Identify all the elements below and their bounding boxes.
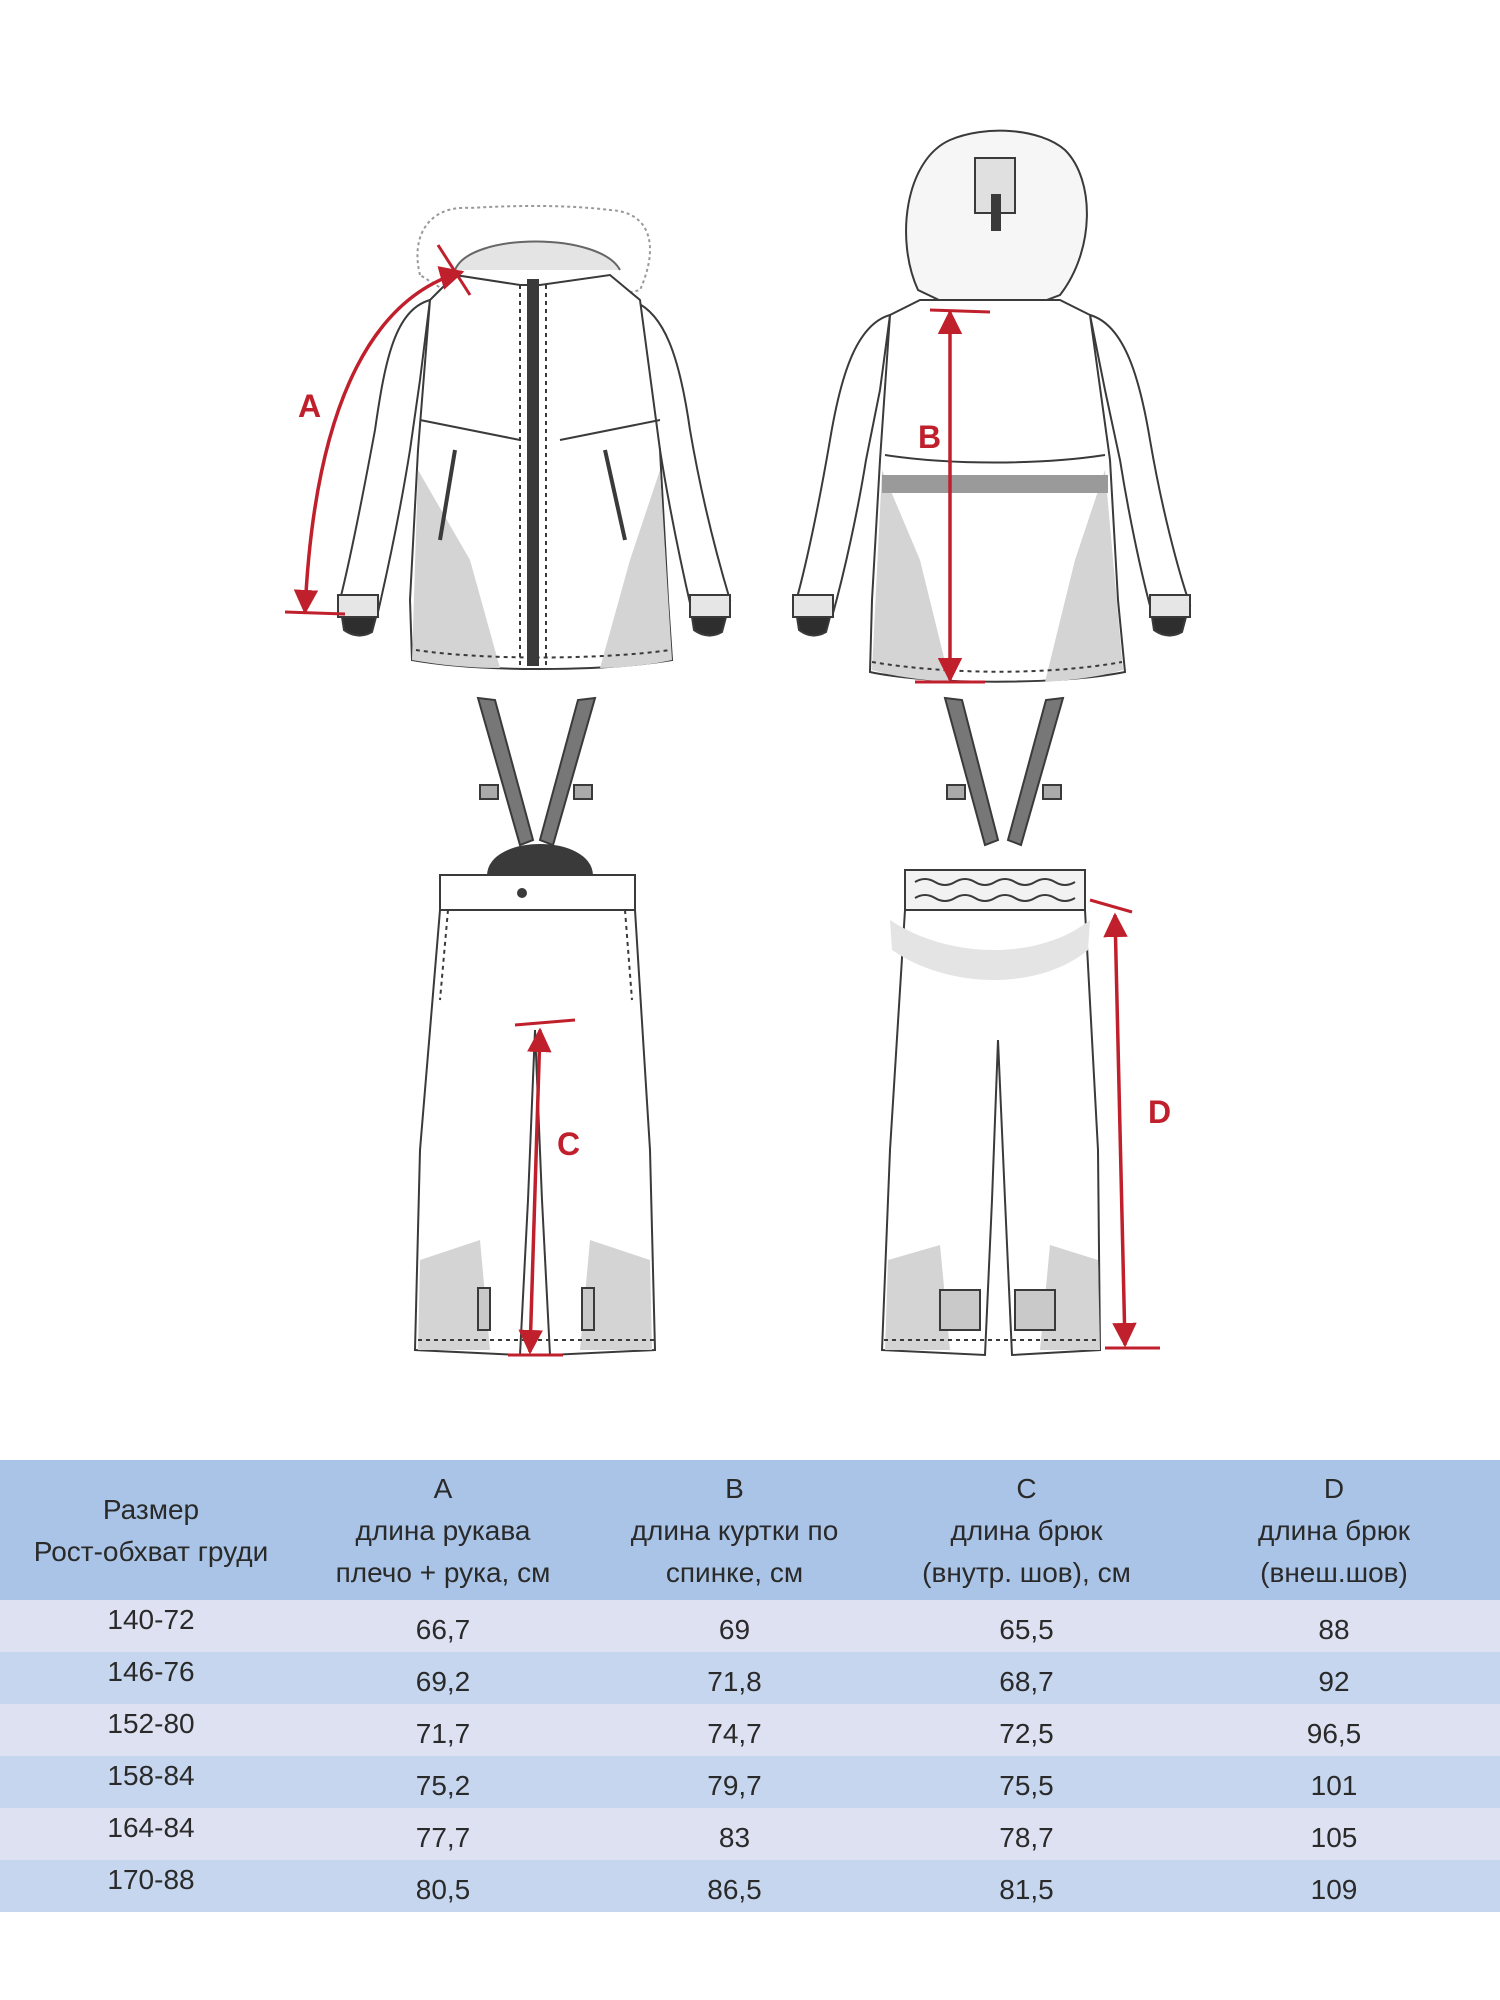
header-d-letter: D	[1323, 1473, 1345, 1504]
pants-front	[415, 698, 655, 1355]
cell-d: 92	[1168, 1652, 1500, 1704]
header-a-line3: плечо + рука, см	[335, 1557, 551, 1588]
header-c-line2: длина брюк	[950, 1515, 1103, 1546]
cell-c: 75,5	[885, 1756, 1168, 1808]
header-d-line2: длина брюк	[1258, 1515, 1410, 1546]
cell-b: 79,7	[584, 1756, 885, 1808]
header-b-line2: длина куртки по	[630, 1515, 839, 1546]
cell-a: 69,2	[302, 1652, 584, 1704]
cell-b: 69	[584, 1600, 885, 1652]
cell-a: 71,7	[302, 1704, 584, 1756]
header-b-letter: B	[725, 1473, 744, 1504]
header-d-line3: (внеш.шов)	[1260, 1557, 1408, 1588]
cell-size: 170-88	[0, 1860, 302, 1912]
jacket-front	[338, 206, 730, 669]
header-size-line2: Рост-обхват груди	[33, 1536, 269, 1567]
cell-size: 146-76	[0, 1652, 302, 1704]
label-a: A	[298, 388, 322, 424]
cell-d: 101	[1168, 1756, 1500, 1808]
table-row	[0, 1756, 1500, 1808]
measurement-d	[1090, 900, 1171, 1348]
header-a-line2: длина рукава	[355, 1515, 531, 1546]
table-row	[0, 1652, 1500, 1704]
cell-b: 71,8	[584, 1652, 885, 1704]
header-size-line1: Размер	[102, 1494, 200, 1525]
cell-b: 86,5	[584, 1860, 885, 1912]
label-b: B	[918, 419, 942, 455]
cell-b: 74,7	[584, 1704, 885, 1756]
label-c: C	[557, 1126, 581, 1162]
pants-front-waistband	[440, 875, 635, 910]
cell-size: 158-84	[0, 1756, 302, 1808]
cell-d: 109	[1168, 1860, 1500, 1912]
header-size	[0, 1460, 302, 1600]
cell-c: 72,5	[885, 1704, 1168, 1756]
header-d	[1168, 1460, 1500, 1600]
size-table	[0, 1460, 1500, 1912]
header-a-letter: A	[433, 1473, 453, 1504]
cell-d: 96,5	[1168, 1704, 1500, 1756]
table-row	[0, 1600, 1500, 1652]
table-row	[0, 1704, 1500, 1756]
table-row	[0, 1808, 1500, 1860]
cell-d: 105	[1168, 1808, 1500, 1860]
cell-a: 80,5	[302, 1860, 584, 1912]
header-a	[302, 1460, 584, 1600]
label-d: D	[1148, 1094, 1172, 1130]
cell-size: 140-72	[0, 1600, 302, 1652]
pants-back	[882, 698, 1100, 1355]
cell-size: 152-80	[0, 1704, 302, 1756]
cell-c: 81,5	[885, 1860, 1168, 1912]
size-table-header	[0, 1460, 1500, 1600]
cell-a: 66,7	[302, 1600, 584, 1652]
header-b	[584, 1460, 885, 1600]
cell-d: 88	[1168, 1600, 1500, 1652]
header-c-letter: C	[1016, 1473, 1037, 1504]
header-c	[885, 1460, 1168, 1600]
cell-c: 65,5	[885, 1600, 1168, 1652]
table-row	[0, 1860, 1500, 1912]
cell-c: 68,7	[885, 1652, 1168, 1704]
cell-c: 78,7	[885, 1808, 1168, 1860]
jacket-back	[793, 131, 1190, 682]
cell-a: 75,2	[302, 1756, 584, 1808]
cell-size: 164-84	[0, 1808, 302, 1860]
pants-back-waistband	[905, 870, 1085, 910]
cell-b: 83	[584, 1808, 885, 1860]
cell-a: 77,7	[302, 1808, 584, 1860]
header-b-line3: спинке, см	[665, 1557, 804, 1588]
header-c-line3: (внутр. шов), см	[922, 1557, 1131, 1588]
